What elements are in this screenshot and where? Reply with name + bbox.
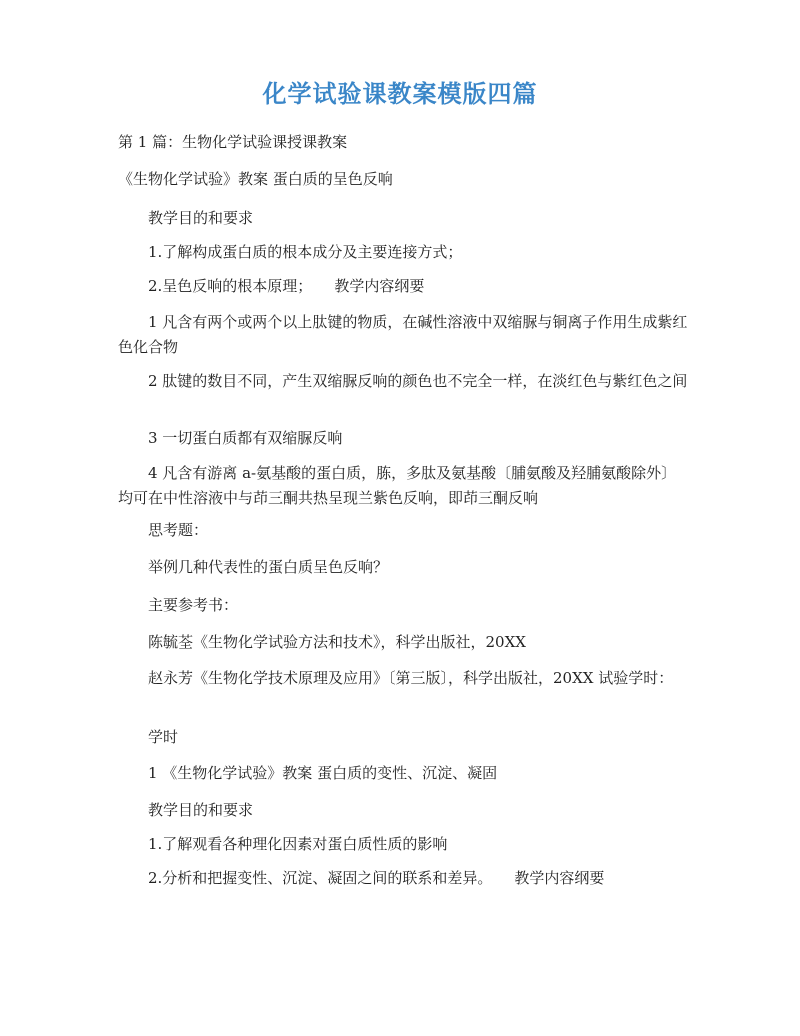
document-title: 化学试验课教案模版四篇 bbox=[262, 79, 538, 108]
reference-item: 赵永芳《生物化学技术原理及应用》〔第三版〕，科学出版社，20XX 试验学时： bbox=[148, 669, 674, 687]
content-outline-label: 教学内容纲要 bbox=[334, 277, 425, 295]
objective-item bbox=[148, 867, 604, 889]
objective-item: 1.了解构成蛋白质的根本成分及主要连接方式； bbox=[148, 243, 463, 261]
questions-heading: 思考题： bbox=[148, 521, 209, 539]
objective-item-text: 2.分析和把握变性、沉淀、凝固之间的联系和差异。 bbox=[148, 869, 493, 887]
objective-item bbox=[148, 275, 424, 297]
content-item: 3 一切蛋白质都有双缩脲反响 bbox=[148, 429, 343, 447]
question-item: 举例几种代表性的蛋白质呈色反响？ bbox=[148, 558, 389, 576]
content-paragraph: 4 凡含有游离 a-氨基酸的蛋白质，胨，多肽及氨基酸〔脯氨酸及羟脯氨酸除外〕均可在中性溶液中与茚三酮共热呈现兰紫色反响，即茚三酮反响 bbox=[118, 464, 677, 507]
lesson-title: 1 《生物化学试验》教案 蛋白质的变性、沉淀、凝固 bbox=[148, 764, 498, 782]
references-heading: 主要参考书： bbox=[148, 596, 239, 614]
content-outline-label: 教学内容纲要 bbox=[514, 869, 605, 887]
objectives-heading: 教学目的和要求 bbox=[148, 209, 254, 227]
objectives-heading: 教学目的和要求 bbox=[148, 801, 254, 819]
content-paragraph: 2 肽键的数目不同，产生双缩脲反响的颜色也不完全一样，在淡红色与紫红色之间 bbox=[148, 372, 688, 390]
hours-label: 学时 bbox=[148, 728, 179, 746]
reference-item: 陈毓荃《生物化学试验方法和技术》，科学出版社，20XX bbox=[148, 633, 526, 651]
objective-item: 1.了解观看各种理化因素对蛋白质性质的影响 bbox=[148, 835, 448, 853]
content-paragraph: 1 凡含有两个或两个以上肽键的物质，在碱性溶液中双缩脲与铜离子作用生成紫红色化合物 bbox=[118, 313, 688, 356]
objective-item-text: 2.呈色反响的根本原理； bbox=[148, 277, 313, 295]
section-heading: 第 1 篇：生物化学试验课授课教案 bbox=[118, 133, 348, 151]
lesson-title: 《生物化学试验》教案 蛋白质的呈色反响 bbox=[118, 170, 393, 188]
